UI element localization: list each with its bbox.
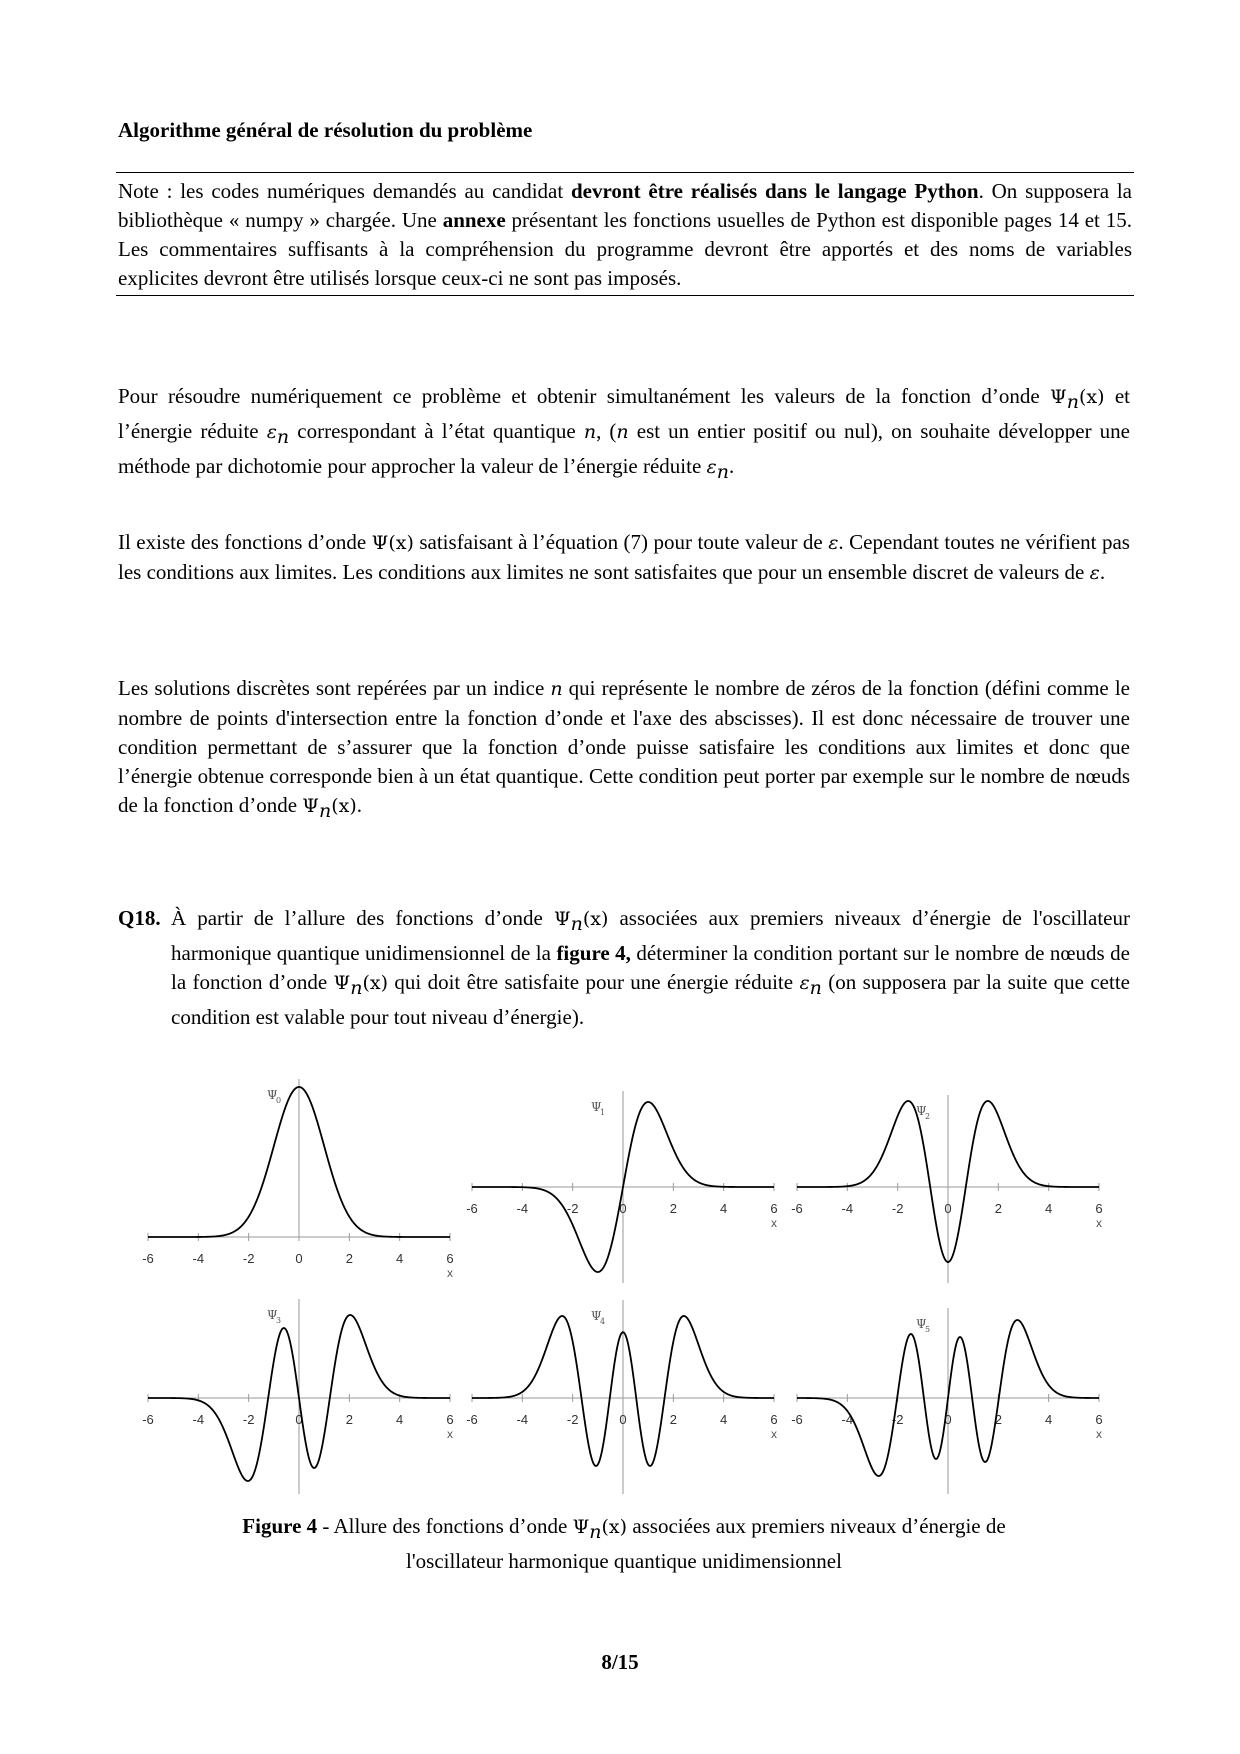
panel-4-tick-label: 0 bbox=[619, 1412, 627, 1427]
page-number: 8/15 bbox=[601, 1650, 639, 1674]
panel-1-tick-label: -6 bbox=[466, 1201, 478, 1216]
p3-psi: Ψ bbox=[302, 795, 319, 817]
p3-end: . bbox=[356, 793, 362, 817]
q18-text-e: (on supposera par la suite que cette condition est valable pour tout niveau d’énergie). bbox=[171, 970, 1130, 1030]
panel-1-x-label: x bbox=[771, 1216, 777, 1230]
caption-psi: Ψ bbox=[572, 1516, 590, 1538]
caption-text-b: associées aux premiers niveaux d’énergie de bbox=[627, 1514, 1006, 1538]
panel-0-x-label: x bbox=[447, 1266, 453, 1280]
caption-psi-arg: (x) bbox=[601, 1516, 628, 1538]
p2-eps: ε bbox=[828, 532, 839, 554]
panel-3-tick-label: 6 bbox=[446, 1412, 454, 1427]
panel-0-tick-label: -2 bbox=[242, 1251, 255, 1266]
panel-4-tick-label: -2 bbox=[566, 1412, 579, 1427]
q18-eps-sub: n bbox=[809, 977, 822, 1000]
note-text-1: Note : les codes numériques demandés au candidat bbox=[118, 179, 571, 203]
panel-2-x-label: x bbox=[1096, 1216, 1102, 1230]
panel-2-psi-label: Ψ bbox=[916, 1104, 927, 1118]
panel-4-x-label: x bbox=[771, 1427, 777, 1441]
question-number: Q18. bbox=[118, 906, 161, 930]
q18-text-c: déterminer la condition portant sur le nombre de nœuds de la fonction d’onde bbox=[171, 941, 1130, 995]
panel-5-tick-label: 0 bbox=[944, 1412, 952, 1427]
panel-5-tick-label: -2 bbox=[891, 1412, 904, 1427]
p3-psi-arg: (x) bbox=[331, 795, 357, 817]
q18-psi-sub-2: n bbox=[350, 977, 363, 1000]
p1-psi-arg: (x) bbox=[1078, 386, 1105, 408]
panel-4-tick-label: 2 bbox=[669, 1412, 677, 1427]
panel-0-tick-label: -6 bbox=[142, 1251, 154, 1266]
p1-text-a: Pour résoudre numériquement ce problème et obtenir simultanément les valeurs de la fonction d’onde bbox=[118, 384, 1051, 408]
panel-0-tick-label: 2 bbox=[345, 1251, 353, 1266]
panel-4-psi-index: 4 bbox=[600, 1317, 606, 1326]
p3-n: n bbox=[550, 678, 563, 700]
panel-5-tick-label: -4 bbox=[841, 1412, 854, 1427]
panel-3-tick-label: 4 bbox=[396, 1412, 404, 1427]
panel-2-tick-label: -2 bbox=[891, 1201, 904, 1216]
q18-psi-arg: (x) bbox=[582, 908, 609, 930]
panel-1-tick-label: 6 bbox=[770, 1201, 778, 1216]
panel-5-psi-label: Ψ bbox=[916, 1317, 927, 1331]
q18-text-b: associées aux premiers niveaux d’énergie de l'oscillateur harmonique quantique unidimensionnel de la bbox=[171, 906, 1130, 966]
panel-1-tick-label: 0 bbox=[619, 1201, 627, 1216]
p1-psi-sub: n bbox=[1066, 391, 1079, 414]
p2-psi: Ψ(x) bbox=[371, 532, 414, 554]
panel-4-tick-label: -4 bbox=[516, 1412, 529, 1427]
panel-3-psi-index: 3 bbox=[276, 1316, 282, 1325]
note-bold-annexe: annexe bbox=[442, 208, 506, 232]
panel-2-tick-label: 0 bbox=[944, 1201, 952, 1216]
panel-3-tick-label: -6 bbox=[142, 1412, 154, 1427]
panel-2-tick-label: 2 bbox=[994, 1201, 1002, 1216]
panel-4-tick-label: 6 bbox=[770, 1412, 778, 1427]
panel-2-tick-label: 6 bbox=[1095, 1201, 1103, 1216]
panel-4-psi-label: Ψ bbox=[591, 1309, 602, 1323]
q18-figure-ref: figure 4, bbox=[556, 941, 631, 966]
panel-3-tick-label: 0 bbox=[295, 1412, 303, 1427]
p1-text-e: est un entier positif ou nul), on souhaite développer une méthode par dichotomie pour approcher la valeur de l’énergie réduite bbox=[118, 419, 1130, 479]
p2-text-c: . Cependant toutes ne vérifient pas les conditions aux limites. Les conditions aux limites ne sont satisfaites que pour un ensemble discret de valeurs de bbox=[118, 530, 1130, 584]
panel-4-tick-label: -6 bbox=[466, 1412, 478, 1427]
note-text-2: . On supposera la bibliothèque « numpy » chargée. Une bbox=[118, 179, 1132, 232]
panel-5-tick-label: 2 bbox=[994, 1412, 1002, 1427]
p2-end: . bbox=[1099, 560, 1106, 584]
panel-5-tick-label: -6 bbox=[791, 1412, 803, 1427]
panel-2-psi-index: 2 bbox=[925, 1112, 931, 1121]
panel-5-tick-label: 4 bbox=[1045, 1412, 1053, 1427]
note-text-3: présentant les fonctions usuelles de Python est disponible pages 14 et 15. Les commentaires suffisants à la compréhension du programme devront être apportés et des noms de variables explicites devront être utilisés lorsque ceux-ci ne sont pas imposés. bbox=[118, 208, 1132, 290]
p1-text-c: correspondant à l’état quantique bbox=[289, 419, 584, 444]
p2-text-a: Il existe des fonctions d’onde bbox=[118, 530, 372, 554]
p3-text-a: Les solutions discrètes sont repérées par un indice bbox=[118, 676, 551, 700]
p2-text-b: satisfaisant à l’équation (7) pour toute valeur de bbox=[413, 530, 829, 554]
panel-2-tick-label: -4 bbox=[841, 1201, 854, 1216]
p1-psi: Ψ bbox=[1050, 386, 1067, 408]
panel-0-psi-label: Ψ bbox=[267, 1088, 278, 1102]
panel-0-tick-label: 0 bbox=[295, 1251, 303, 1266]
panel-2-tick-label: -6 bbox=[791, 1201, 803, 1216]
panel-0-psi-index: 0 bbox=[276, 1096, 282, 1105]
caption-psi-sub: n bbox=[589, 1521, 602, 1544]
panel-1-tick-label: 4 bbox=[720, 1201, 728, 1216]
panel-5-psi-index: 5 bbox=[925, 1325, 931, 1334]
panel-2-tick-label: 4 bbox=[1045, 1201, 1053, 1216]
q18-text-a: À partir de l’allure des fonctions d’onde bbox=[171, 906, 554, 930]
p1-eps: ε bbox=[266, 421, 277, 444]
p1-eps-sub: n bbox=[276, 426, 290, 449]
q18-psi-arg-2: (x) bbox=[362, 972, 389, 995]
panel-0-tick-label: 4 bbox=[396, 1251, 404, 1266]
panel-1-psi-index: 1 bbox=[600, 1108, 606, 1117]
q18-text-d: qui doit être satisfaite pour une énergie réduite bbox=[388, 970, 800, 995]
panel-3-psi-label: Ψ bbox=[267, 1308, 278, 1322]
panel-3-tick-label: -2 bbox=[242, 1412, 255, 1427]
panel-1-tick-label: -4 bbox=[516, 1201, 529, 1216]
panel-0-tick-label: -4 bbox=[192, 1251, 205, 1266]
p2-eps-2: ε bbox=[1089, 562, 1100, 584]
panel-1-tick-label: 2 bbox=[669, 1201, 677, 1216]
caption-line-2: l'oscillateur harmonique quantique unidimensionnel bbox=[406, 1549, 842, 1574]
p3-text-b: qui représente le nombre de zéros de la fonction (défini comme le nombre de points d'intersection entre la fonction d’onde et l'axe des abscisses). Il est donc nécessaire de trouver une condition permettant de s’assurer que la fonction d’onde puisse satisfaire les conditions aux limites et donc que l’énergie obtenue corresponde bien à un état quantique. Cette condition peut porter par exemple sur le nombre de nœuds de la fonction d’onde bbox=[118, 676, 1130, 817]
p1-text-d: , ( bbox=[596, 419, 617, 444]
panel-5-x-label: x bbox=[1096, 1427, 1102, 1441]
p1-eps-sub-2: n bbox=[716, 461, 729, 484]
p1-text-b: et l’énergie réduite bbox=[118, 384, 1130, 444]
panel-1-tick-label: -2 bbox=[566, 1201, 579, 1216]
panel-3-tick-label: 2 bbox=[345, 1412, 353, 1427]
panel-4-tick-label: 4 bbox=[720, 1412, 728, 1427]
p3-psi-sub: n bbox=[318, 800, 332, 823]
note-bold-python: devront être réalisés dans le langage Python bbox=[570, 179, 979, 203]
panel-5-tick-label: 6 bbox=[1095, 1412, 1103, 1427]
q18-psi: Ψ bbox=[553, 908, 571, 930]
figure-caption bbox=[118, 1512, 1130, 1576]
caption-figure-label: Figure 4 bbox=[242, 1514, 318, 1538]
panel-3-tick-label: -4 bbox=[192, 1412, 205, 1427]
q18-psi-sub: n bbox=[570, 913, 583, 936]
panel-3-x-label: x bbox=[447, 1427, 453, 1441]
p1-n: n bbox=[583, 421, 597, 444]
q18-psi-2: Ψ bbox=[333, 972, 351, 995]
p1-n-2: n bbox=[616, 421, 629, 444]
panel-0-tick-label: 6 bbox=[446, 1251, 454, 1266]
p1-end: . bbox=[729, 454, 735, 479]
p1-eps-2: ε bbox=[706, 456, 717, 479]
panel-1-psi-label: Ψ bbox=[591, 1100, 602, 1114]
q18-eps: ε bbox=[799, 972, 810, 995]
caption-text-a: - Allure des fonctions d’onde bbox=[317, 1514, 573, 1538]
section-heading: Algorithme général de résolution du problème bbox=[118, 118, 533, 142]
